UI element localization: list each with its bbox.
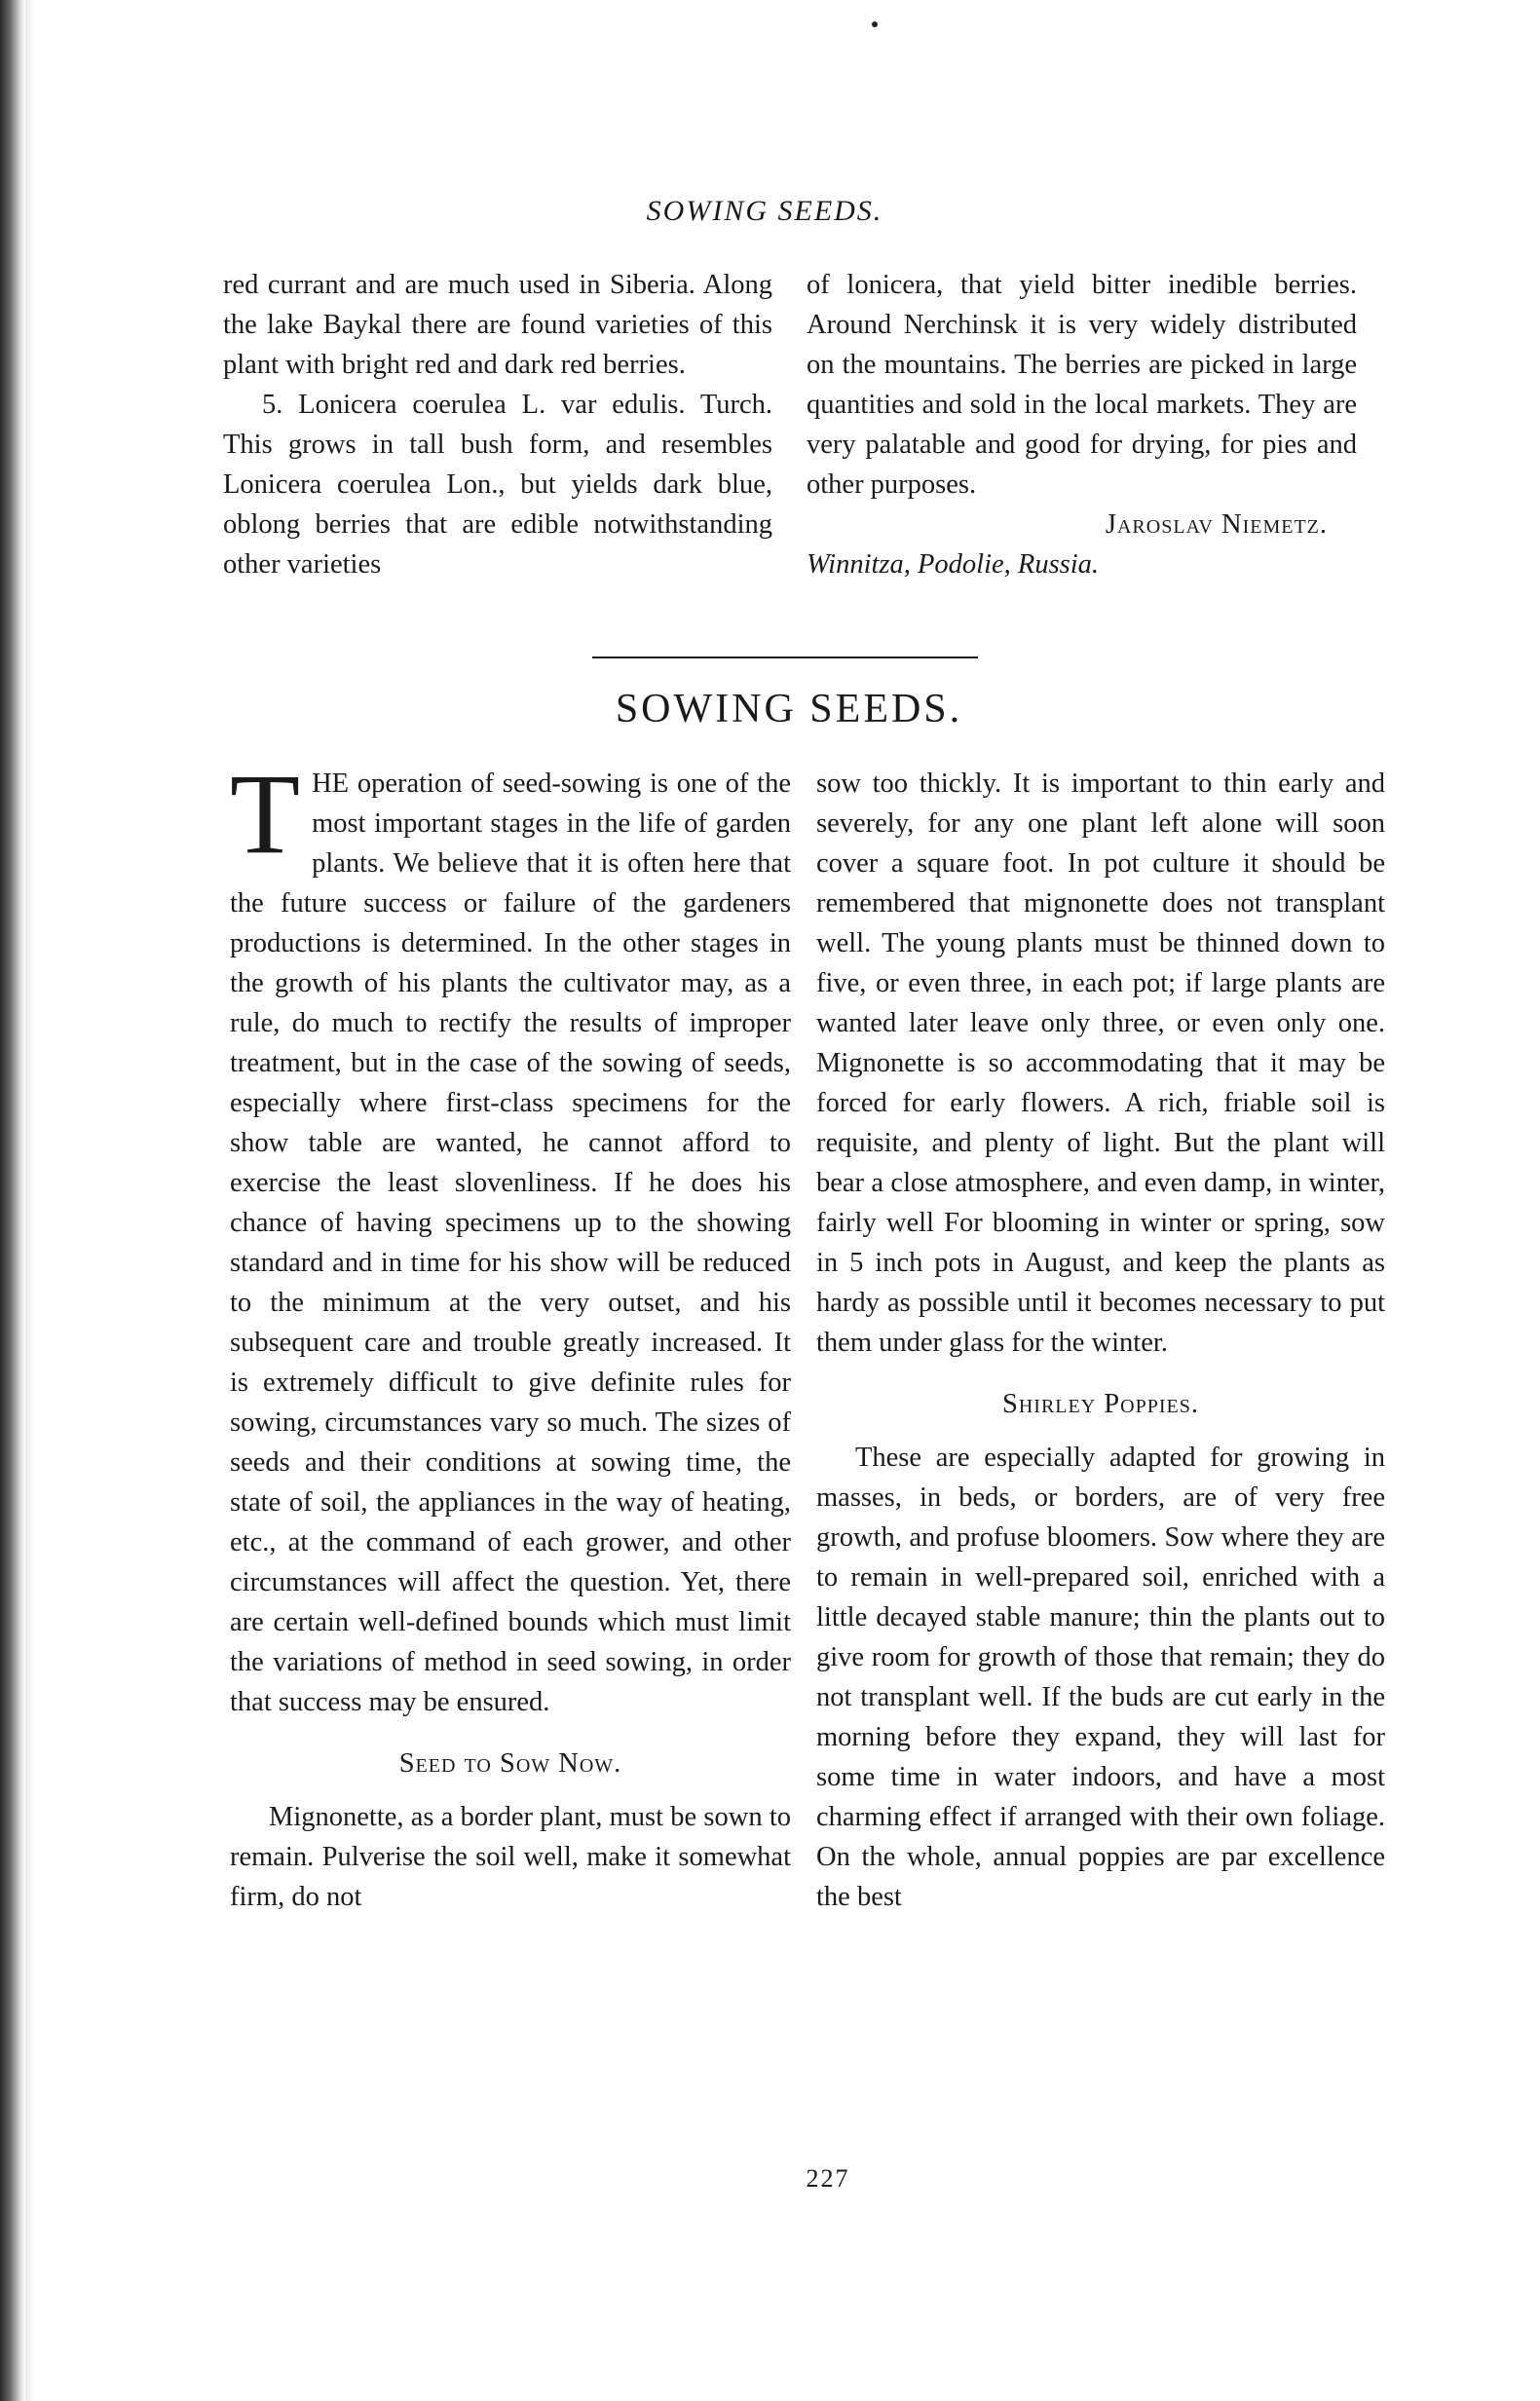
page-number: 227 <box>806 2164 850 2193</box>
print-speck <box>872 21 878 27</box>
prev-article-paragraph: of lonicera, that yield bitter inedible berries. Around Nerchinsk it is very widely distributed on the mountains. The berries are picked in large quantities and sold in the local markets. They are very palatable and good for drying, for pies and other purposes. <box>807 270 1357 500</box>
article-paragraph: Mignonette, as a border plant, must be sown to remain. Pulverise the soil well, make it somewhat firm, do not <box>230 1802 791 1912</box>
prev-article-paragraph: 5. Lonicera coerulea L. var edulis. Turch. This grows in tall bush form, and resembles Lonicera coerulea Lon., but yields dark blue, oblong berries that are edible notwithstanding other varieties <box>223 390 772 580</box>
drop-cap: T <box>230 750 301 878</box>
article-paragraph: sow too thickly. It is important to thin early and severely, for any one plant left alone will soon cover a square foot. In pot culture it should be remembered that mignonette does not transplant well. The young plants must be thinned down to five, or even three, in each pot; if large plants are wanted later leave only three, or even only one. Mignonette is so accommodating that it may be forced for early flowers. A rich, friable soil is requisite, and plenty of light. But the plant will bear a close atmosphere, and even damp, in winter, fairly well For blooming in winter or spring, sow in 5 inch pots in August, and keep the plants as hardy as possible until it becomes necessary to put them under glass for the winter. <box>816 769 1385 1358</box>
article-column-1 <box>230 750 791 1917</box>
article-column-2 <box>816 764 1385 1917</box>
author-signature: Jaroslav Niemetz. <box>1105 509 1328 540</box>
section-subheading: Shirley Poppies. <box>1002 1389 1199 1419</box>
prev-article-column-2 <box>807 265 1357 584</box>
page-binding-fade <box>25 0 35 2401</box>
section-divider <box>592 657 978 658</box>
article-paragraph-text: HE operation of seed-sowing is one of the most important stages in the life of garden plants. We believe that it is often here that the future success or failure of the gardeners productions is determined. In the other stages in the growth of his plants the cultivator may, as a rule, do much to rectify the results of improper treatment, but in the case of the sowing of seeds, especially where first-class specimens for the show table are wanted, he cannot afford to exercise the least slovenliness. If he does his chance of having specimens up to the showing standard and in time for his show will be reduced to the minimum at the very outset, and his subsequent care and trouble greatly increased. It is extremely difficult to give definite rules for sowing, circumstances vary so much. The sizes of seeds and their conditions at sowing time, the state of soil, the appliances in the way of heating, etc., at the command of each grower, and other circumstances will affect the question. Yet, there are certain well-defined bounds which must limit the variations of method in seed sowing, in order that success may be ensured. <box>230 769 791 1717</box>
section-subheading: Seed to Sow Now. <box>398 1748 622 1779</box>
article-paragraph <box>230 750 791 1722</box>
running-head: SOWING SEEDS. <box>646 195 883 227</box>
page-binding-edge <box>0 0 25 2401</box>
author-location: Winnitza, Podolie, Russia. <box>807 549 1100 580</box>
prev-article-paragraph: red currant and are much used in Siberia. Along the lake Baykal there are found varieties of this plant with bright red and dark red berries. <box>223 270 772 380</box>
prev-article-column-1 <box>223 265 772 584</box>
article-paragraph: These are especially adapted for growing in masses, in beds, or borders, are of very free growth, and profuse bloomers. Sow where they are to remain in well-prepared soil, enriched with a little decayed stable manure; thin the plants out to give room for growth of those that remain; they do not transplant well. If the buds are cut early in the morning before they expand, they will last for some time in water indoors, and have a most charming effect if arranged with their own foliage. On the whole, annual poppies are par excellence the best <box>816 1443 1385 1912</box>
article-title: SOWING SEEDS. <box>615 687 963 732</box>
